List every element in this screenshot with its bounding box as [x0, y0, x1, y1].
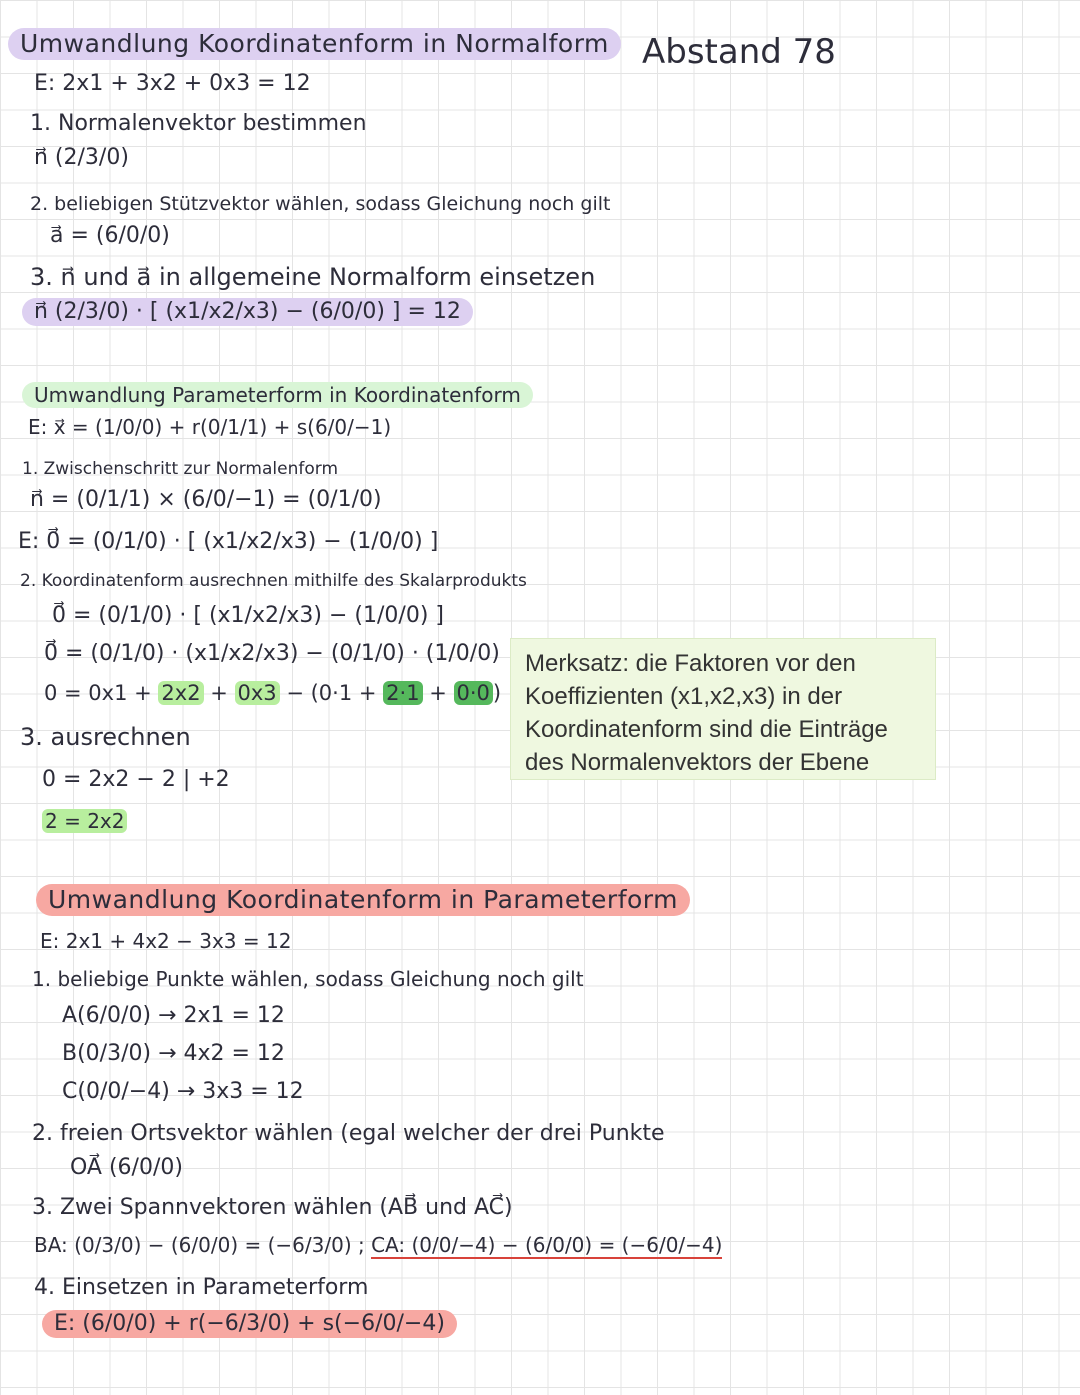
section3-point-a: A(6/0/0) → 2x1 = 12: [62, 1003, 285, 1028]
section3-point-b: B(0/3/0) → 4x2 = 12: [62, 1041, 285, 1066]
section3-equation: E: 2x1 + 4x2 − 3x3 = 12: [40, 929, 292, 953]
section2-normalenform: E: 0⃗ = (0/1/0) · [ (x1/x2/x3) − (1/0/0) ]: [18, 529, 439, 554]
section1-equation: E: 2x1 + 3x2 + 0x3 = 12: [34, 71, 311, 96]
section3-title: Umwandlung Koordinatenform in Parameterform: [36, 884, 690, 916]
section1-step3: 3. n⃗ und a⃗ in allgemeine Normalform einsetzen: [30, 263, 596, 291]
section2-scalar-line1: 0⃗ = (0/1/0) · [ (x1/x2/x3) − (1/0/0) ]: [52, 603, 444, 628]
page-number: Abstand 78: [642, 32, 836, 72]
section3-parameterform-result: E: (6/0/0) + r(−6/3/0) + s(−6/0/−4): [42, 1310, 457, 1338]
section2-title: Umwandlung Parameterform in Koordinatenform: [22, 382, 533, 408]
section1-title: Umwandlung Koordinatenform in Normalform: [8, 28, 621, 60]
section1-step2: 2. beliebigen Stützvektor wählen, sodass Gleichung noch gilt: [30, 193, 611, 215]
highlight-term: 2x2: [158, 681, 203, 705]
section1-support-vector: a⃗ = (6/0/0): [50, 223, 170, 248]
section2-step1: 1. Zwischenschritt zur Normalenform: [22, 459, 339, 479]
section2-scalar-line2: 0⃗ = (0/1/0) · (x1/x2/x3) − (0/1/0) · (1/0/0): [44, 641, 500, 666]
section3-spannvektoren: BA: (0/3/0) − (6/0/0) = (−6/3/0) ; CA: (0/0/−4) − (6/0/0) = (−6/0/−4): [34, 1233, 723, 1257]
section3-point-c: C(0/0/−4) → 3x3 = 12: [62, 1079, 304, 1104]
section1-step1: 1. Normalenvektor bestimmen: [30, 111, 367, 136]
highlight-term: 0x3: [235, 681, 280, 705]
highlight-term: 0·0: [454, 681, 493, 705]
spannvektor-ba: BA: (0/3/0) − (6/0/0) = (−6/3/0): [34, 1233, 352, 1257]
section2-step3: 3. ausrechnen: [20, 723, 191, 751]
section3-step4: 4. Einsetzen in Parameterform: [34, 1275, 369, 1300]
section3-step2: 2. freien Ortsvektor wählen (egal welcher der drei Punkte: [32, 1121, 665, 1146]
section2-equation: E: x⃗ = (1/0/0) + r(0/1/1) + s(6/0/−1): [28, 415, 392, 439]
section3-ortsvektor: OA⃗ (6/0/0): [70, 1155, 183, 1180]
spannvektor-ca: CA: (0/0/−4) − (6/0/0) = (−6/0/−4): [371, 1233, 723, 1257]
section2-calc-line2: [42, 810, 127, 832]
highlight-term: 2·1: [383, 681, 422, 705]
section2-step2: 2. Koordinatenform ausrechnen mithilfe des Skalarprodukts: [20, 571, 527, 591]
highlight-result: 2 = 2x2: [42, 809, 127, 833]
section2-cross-product: n⃗ = (0/1/1) × (6/0/−1) = (0/1/0): [30, 487, 382, 512]
section1-normalform-result: n⃗ (2/3/0) · [ (x1/x2/x3) − (6/0/0) ] = 12: [22, 298, 473, 326]
section1-normal-vector: n⃗ (2/3/0): [34, 145, 129, 170]
section2-calc-line1: 0 = 2x2 − 2 | +2: [42, 767, 230, 792]
section3-step1: 1. beliebige Punkte wählen, sodass Gleichung noch gilt: [32, 967, 584, 991]
section3-step3: 3. Zwei Spannvektoren wählen (AB⃗ und AC⃗): [32, 1195, 513, 1220]
merksatz-box: Merksatz: die Faktoren vor den Koeffizienten (x1,x2,x3) in der Koordinatenform sind die Einträge des Normalenvektors der Ebene: [510, 638, 936, 780]
section2-scalar-line3: 0 = 0x1 + 2x2 + 0x3 − (0·1 + 2·1 + 0·0 ): [44, 681, 502, 705]
